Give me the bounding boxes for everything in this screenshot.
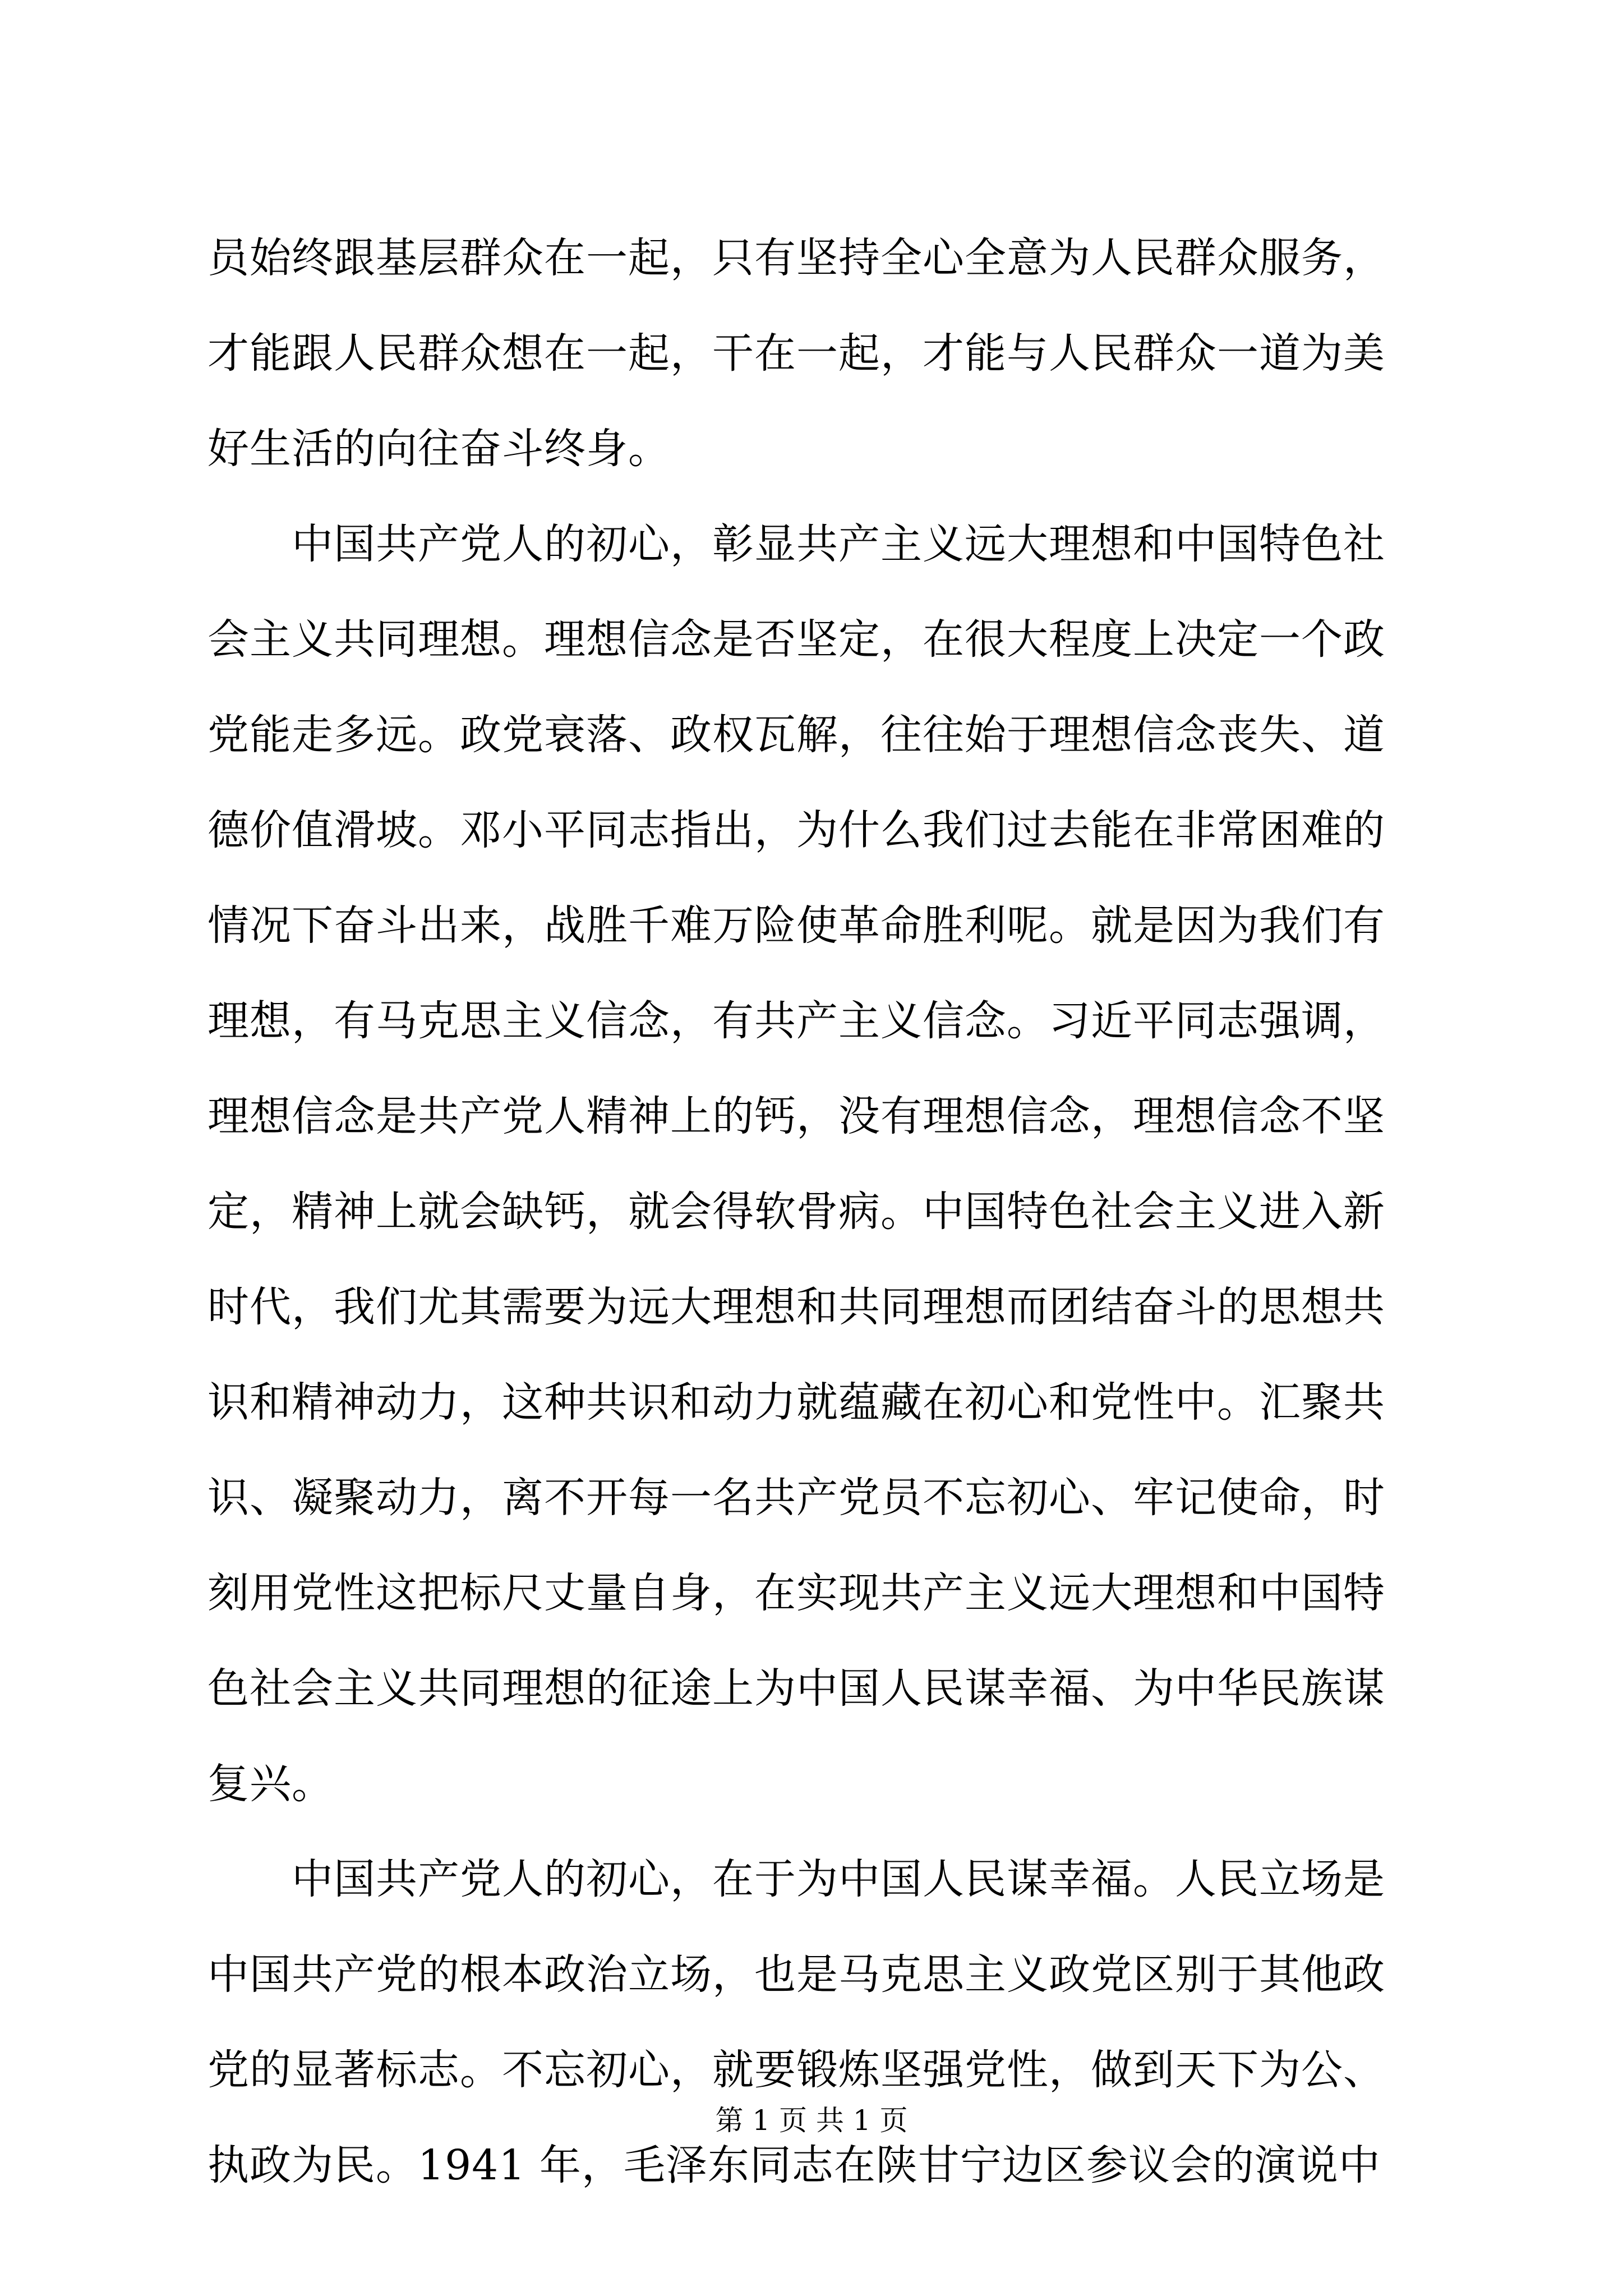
text-line: 识、凝聚动力，离不开每一名共产党员不忘初心、牢记使命，时 xyxy=(208,1474,1385,1522)
text-line: 刻用党性这把标尺丈量自身，在实现共产主义远大理想和中国特 xyxy=(208,1569,1385,1617)
text-line: 员始终跟基层群众在一起，只有坚持全心全意为人民群众服务， xyxy=(208,234,1385,282)
text-line: 时代，我们尤其需要为远大理想和共同理想而团结奋斗的思想共 xyxy=(208,1283,1385,1331)
text-line: 党的显著标志。不忘初心，就要锻炼坚强党性，做到天下为公、 xyxy=(208,2046,1385,2094)
text-line: 中国共产党的根本政治立场，也是马克思主义政党区别于其他政 xyxy=(208,1950,1385,1999)
text-line: 中国共产党人的初心，在于为中国人民谋幸福。人民立场是 xyxy=(292,1855,1385,1903)
text-line: 才能跟人民群众想在一起，干在一起，才能与人民群众一道为美 xyxy=(208,329,1385,378)
text-line: 执政为民。1941 年，毛泽东同志在陕甘宁边区参议会的演说中 xyxy=(208,2141,1381,2189)
text-line: 会主义共同理想。理想信念是否坚定，在很大程度上决定一个政 xyxy=(208,615,1385,664)
text-line: 党能走多远。政党衰落、政权瓦解，往往始于理想信念丧失、道 xyxy=(208,711,1385,759)
text-line: 复兴。 xyxy=(208,1760,334,1808)
text-line: 理想，有马克思主义信念，有共产主义信念。习近平同志强调， xyxy=(208,997,1385,1045)
text-line: 德价值滑坡。邓小平同志指出，为什么我们过去能在非常困难的 xyxy=(208,806,1385,854)
text-line: 识和精神动力，这种共识和动力就蕴藏在初心和党性中。汇聚共 xyxy=(208,1378,1385,1427)
text-line: 情况下奋斗出来，战胜千难万险使革命胜利呢。就是因为我们有 xyxy=(208,901,1385,950)
page-footer xyxy=(0,2101,1623,2140)
page-number-label: 第 1 页 共 1 页 xyxy=(715,2104,908,2137)
text-line: 色社会主义共同理想的征途上为中国人民谋幸福、为中华民族谋 xyxy=(208,1664,1385,1713)
body-text xyxy=(208,210,1413,2213)
text-line: 好生活的向往奋斗终身。 xyxy=(208,425,670,473)
text-line: 定，精神上就会缺钙，就会得软骨病。中国特色社会主义进入新 xyxy=(208,1188,1385,1236)
text-line: 理想信念是共产党人精神上的钙，没有理想信念，理想信念不坚 xyxy=(208,1092,1385,1140)
text-line: 中国共产党人的初心，彰显共产主义远大理想和中国特色社 xyxy=(292,520,1385,568)
